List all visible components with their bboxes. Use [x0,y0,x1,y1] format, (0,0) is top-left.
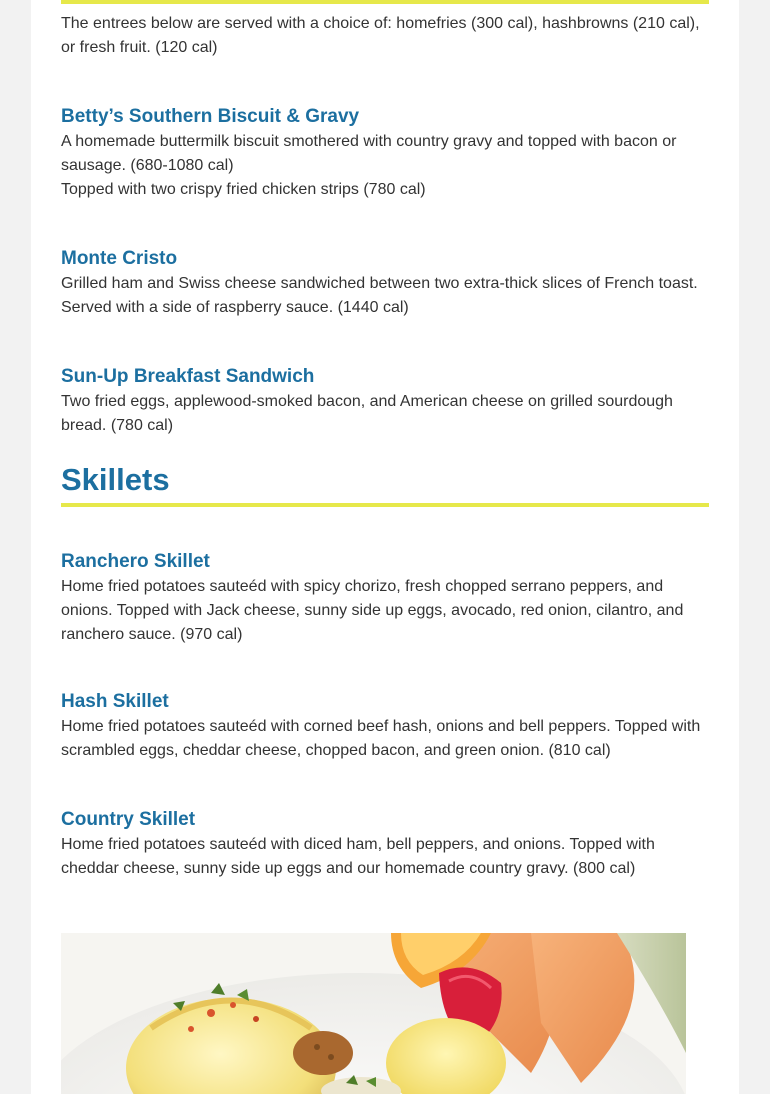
menu-item-title: Monte Cristo [61,248,178,269]
menu-item-monte-cristo [61,246,711,320]
menu-item-sun-up-sandwich [61,364,711,438]
menu-item-title: Hash Skillet [61,691,169,712]
menu-item-hash-skillet [61,689,711,763]
menu-item-description: Grilled ham and Swiss cheese sandwiched between two extra-thick slices of French toast. Served with a side of raspberry sauce. (1440 cal) [61,275,698,316]
menu-item-title: Betty’s Southern Biscuit & Gravy [61,106,360,127]
menu-item-title: Sun-Up Breakfast Sandwich [61,366,315,387]
menu-item-description: Home fried potatoes sauteéd with diced ham, bell peppers, and onions. Topped with cheddar cheese, sunny side up eggs and our homemade country gravy. (800 cal) [61,836,655,877]
menu-item-option: Topped with two crispy fried chicken strips (780 cal) [61,181,426,198]
food-photo-illustration [61,933,686,1094]
section-heading-skillets: Skillets [61,462,709,507]
menu-item-title: Country Skillet [61,809,196,830]
menu-item-title: Ranchero Skillet [61,551,210,572]
menu-item-ranchero-skillet [61,549,711,647]
entrees-intro: The entrees below are served with a choice of: homefries (300 cal), hashbrowns (210 cal), or fresh fruit. (120 cal) [61,15,700,56]
menu-item-description: Home fried potatoes sauteéd with corned beef hash, onions and bell peppers. Topped with scrambled eggs, cheddar cheese, chopped bacon, and green onion. (810 cal) [61,718,701,759]
menu-item-biscuit-gravy [61,104,711,202]
menu-item-description: A homemade buttermilk biscuit smothered with country gravy and topped with bacon or sausage. (680-1080 cal) [61,133,677,174]
menu-page [31,0,739,1094]
section-divider [61,0,709,4]
menu-item-description: Two fried eggs, applewood-smoked bacon, and American cheese on grilled sourdough bread. (780 cal) [61,393,673,434]
menu-content [61,12,711,881]
menu-item-description: Home fried potatoes sauteéd with spicy chorizo, fresh chopped serrano peppers, and onions. Topped with Jack cheese, sunny side up eggs, avocado, red onion, cilantro, and ranchero sauce. (970 cal) [61,578,684,643]
menu-item-country-skillet [61,807,711,881]
food-photo [61,933,686,1094]
